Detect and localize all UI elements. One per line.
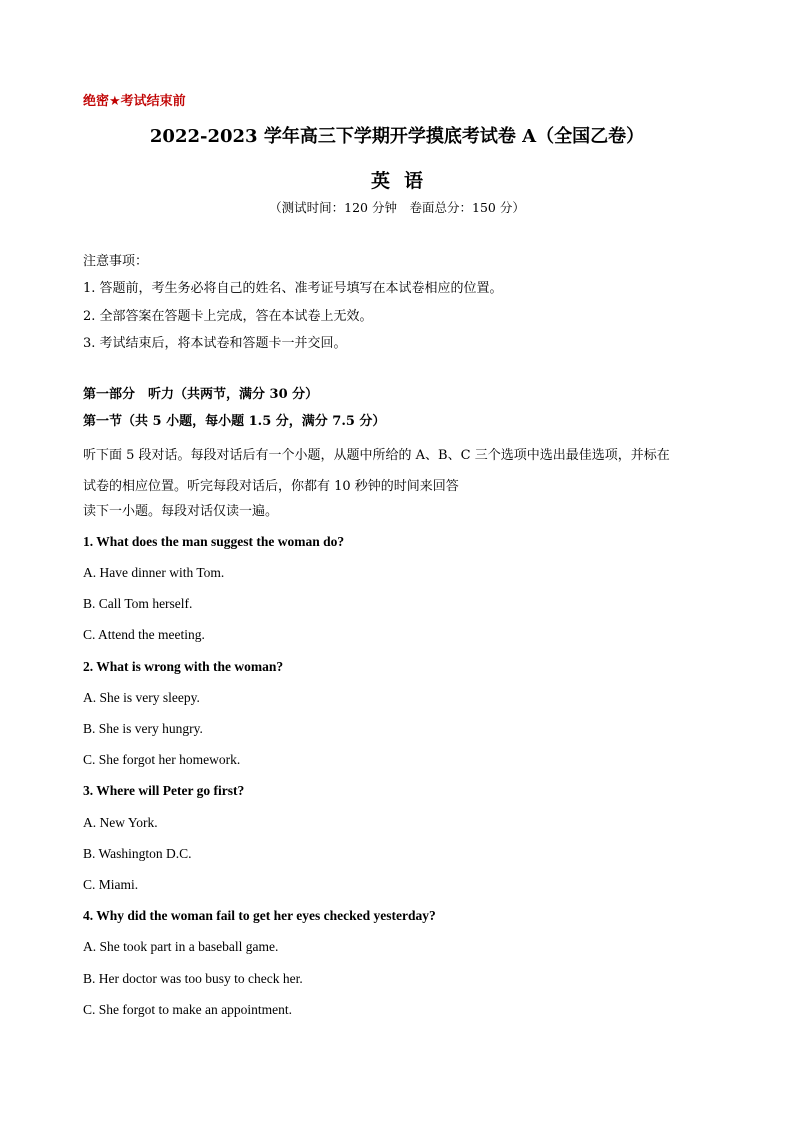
answer-option: A. She is very sleepy. [83, 690, 200, 705]
answer-option: B. Call Tom herself. [83, 596, 193, 611]
answer-option: A. Have dinner with Tom. [83, 565, 225, 580]
instruction-line: 读下一小题。每段对话仅读一遍。 [83, 504, 279, 519]
part-heading: 第一部分 听力（共两节，满分 30 分） [83, 387, 319, 402]
answer-option: A. New York. [83, 815, 158, 830]
confidential-mark: 绝密★考试结束前 [83, 94, 186, 109]
answer-option: C. Miami. [83, 877, 139, 892]
question-stem: 4. Why did the woman fail to get her eyes checked yesterday? [83, 908, 436, 923]
section-heading: 第一节（共 5 小题，每小题 1.5 分，满分 7.5 分） [83, 414, 386, 429]
exam-title: 2022-2023 学年高三下学期开学摸底考试卷 A（全国乙卷） [149, 126, 645, 147]
instruction-line: 试卷的相应位置。听完每段对话后，你都有 10 秒钟的时间来回答 [83, 479, 459, 494]
question-stem: 3. Where will Peter go first? [83, 783, 245, 798]
instruction-line: 听下面 5 段对话。每段对话后有一个小题，从题中所给的 A、B、C 三个选项中选出最佳选项，并标在 [83, 448, 670, 463]
notice-heading: 注意事项： [83, 254, 149, 269]
answer-option: C. Attend the meeting. [83, 627, 205, 642]
subject-title: 英语 [370, 170, 437, 192]
question-stem: 2. What is wrong with the woman? [83, 659, 284, 674]
answer-option: A. She took part in a baseball game. [83, 939, 279, 954]
exam-duration: （测试时间：120 分钟 卷面总分：150 分） [269, 200, 525, 215]
notice-item: 1. 答题前，考生务必将自己的姓名、准考证号填写在本试卷相应的位置。 [83, 281, 503, 296]
answer-option: B. Her doctor was too busy to check her. [83, 971, 303, 986]
answer-option: C. She forgot to make an appointment. [83, 1002, 292, 1017]
answer-option: B. She is very hungry. [83, 721, 203, 736]
answer-option: C. She forgot her homework. [83, 752, 241, 767]
answer-option: B. Washington D.C. [83, 846, 192, 861]
notice-item: 3. 考试结束后，将本试卷和答题卡一并交回。 [83, 336, 347, 351]
question-stem: 1. What does the man suggest the woman do? [83, 534, 345, 549]
notice-item: 2. 全部答案在答题卡上完成，答在本试卷上无效。 [83, 309, 373, 324]
